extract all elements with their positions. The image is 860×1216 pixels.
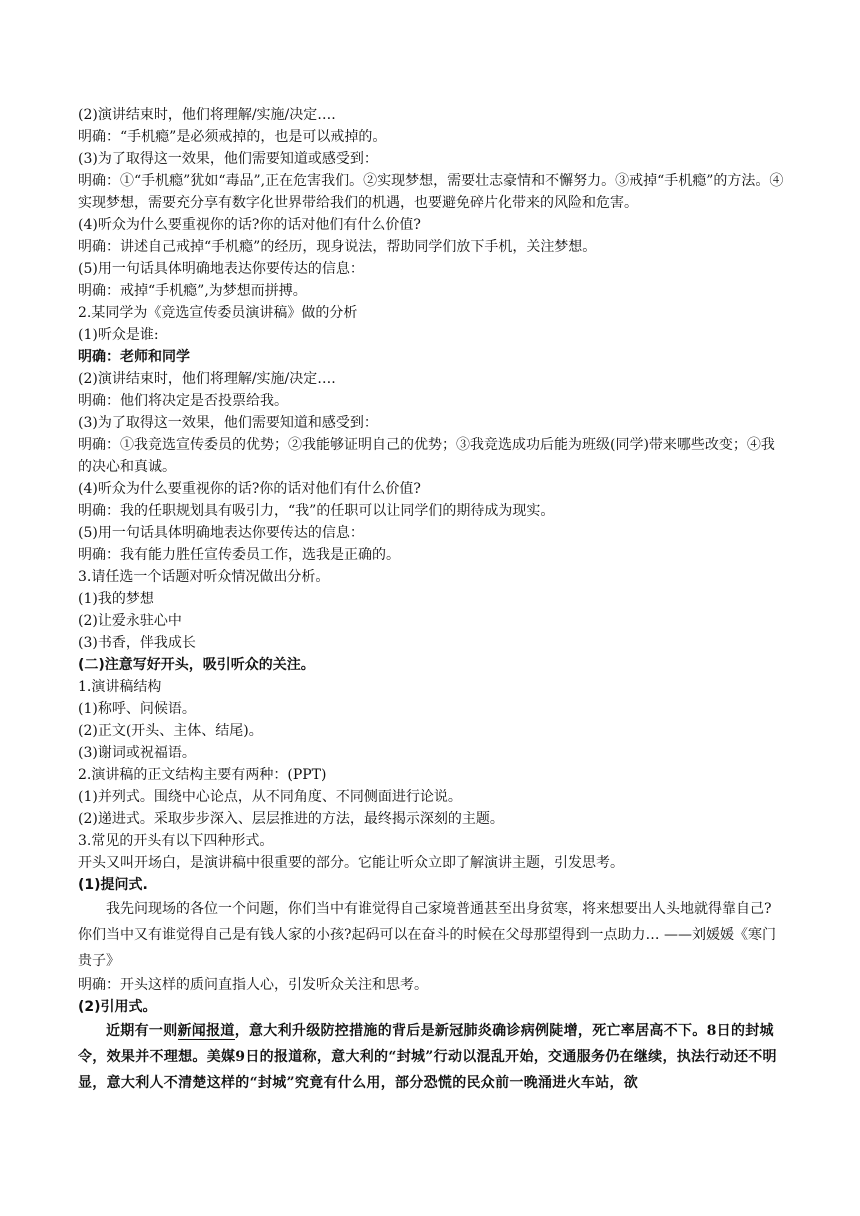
- quote-lead: 近期有一则: [106, 1023, 178, 1039]
- topic-item: (1)我的梦想: [78, 591, 154, 607]
- question-line: (4)听众为什么要重视你的话?你的话对他们有什么价值?: [78, 481, 421, 497]
- answer-line: 明确：我的任职规划具有吸引力，“我”的任职可以让同学们的期待成为现实。: [78, 503, 555, 519]
- answer-line: 明确：讲述自己戒掉“手机瘾”的经历，现身说法，帮助同学们放下手机，关注梦想。: [78, 239, 597, 255]
- question-line: (2)演讲结束时，他们将理解/实施/决定….: [78, 107, 336, 123]
- section-heading: 1.演讲稿结构: [78, 679, 162, 695]
- document-body: [78, 104, 784, 1096]
- question-line: (4)听众为什么要重视你的话?你的话对他们有什么价值?: [78, 217, 421, 233]
- list-item: (2)正文(开头、主体、结尾)。: [78, 723, 263, 739]
- answer-line: 明确：他们将决定是否投票给我。: [78, 393, 288, 409]
- topic-item: (3)书香，伴我成长: [78, 635, 196, 651]
- list-item: (1)并列式。围绕中心论点，从不同角度、不同侧面进行论说。: [78, 789, 462, 805]
- subsection-heading: (2)引用式。: [78, 999, 157, 1015]
- answer-line: 明确：我有能力胜任宣传委员工作，选我是正确的。: [78, 547, 400, 563]
- list-item: (2)递进式。采取步步深入、层层推进的方法，最终揭示深刻的主题。: [78, 811, 504, 827]
- subsection-heading: (1)提问式.: [78, 877, 148, 893]
- quote-rest: ，意大利升级防控措施的背后是新冠肺炎确诊病例陡增，死亡率居高不下。8日的封城令，效果并不理想。美媒9日的报道称，意大利的“封城”行动以混乱开始，交通服务仍在继续，执法行动还不明显，意大利人不清楚这样的“封城”究竟有什么用，部分恐慌的民众前一晚涌进火车站，欲: [78, 1023, 777, 1091]
- question-line: (2)演讲结束时，他们将理解/实施/决定….: [78, 371, 336, 387]
- section-heading: 3.请任选一个话题对听众情况做出分析。: [78, 569, 330, 585]
- list-item: (3)谢词或祝福语。: [78, 745, 196, 761]
- question-line: (5)用一句话具体明确地表达你要传达的信息：: [78, 525, 364, 541]
- answer-line: 明确：开头这样的质问直指人心，引发听众关注和思考。: [78, 977, 428, 993]
- section-heading: 2.某同学为《竞选宣传委员演讲稿》做的分析: [78, 305, 358, 321]
- chapter-heading: (二)注意写好开头，吸引听众的关注。: [78, 657, 315, 673]
- example-paragraph: 我先问现场的各位一个问题，你们当中有谁觉得自己家境普通甚至出身贫寒，将来想要出人头地就得靠自己?你们当中又有谁觉得自己是有钱人家的小孩?起码可以在奋斗的时候在父母那望得到一点助力… ——刘媛媛《寒门贵子》: [78, 901, 776, 969]
- intro-line: 开头又叫开场白，是演讲稿中很重要的部分。它能让听众立即了解演讲主题，引发思考。: [78, 855, 624, 871]
- question-line: (3)为了取得这一效果，他们需要知道或感受到：: [78, 151, 378, 167]
- answer-paragraph: 明确：①“手机瘾”犹如“毒品”,正在危害我们。②实现梦想，需要壮志豪情和不懈努力。③戒掉“手机瘾”的方法。④实现梦想，需要充分享有数字化世界带给我们的机遇，也要避免碎片化带来的风险和危害。: [78, 173, 784, 211]
- quote-paragraph: [78, 1018, 784, 1096]
- answer-paragraph: 明确：①我竞选宣传委员的优势；②我能够证明自己的优势；③我竞选成功后能为班级(同学)带来哪些改变；④我的决心和真诚。: [78, 437, 775, 475]
- section-heading: 2.演讲稿的正文结构主要有两种：(PPT): [78, 767, 327, 783]
- quote-underlined: 新闻报道: [177, 1023, 235, 1039]
- question-line: (1)听众是谁:: [78, 327, 159, 343]
- answer-line-bold: 明确：老师和同学: [78, 349, 190, 365]
- topic-item: (2)让爱永驻心中: [78, 613, 182, 629]
- answer-line: 明确：“手机瘾”是必须戒掉的，也是可以戒掉的。: [78, 129, 387, 145]
- question-line: (5)用一句话具体明确地表达你要传达的信息：: [78, 261, 364, 277]
- question-line: (3)为了取得这一效果，他们需要知道和感受到：: [78, 415, 378, 431]
- section-heading: 3.常见的开头有以下四种形式。: [78, 833, 274, 849]
- list-item: (1)称呼、问候语。: [78, 701, 196, 717]
- answer-line: 明确：戒掉“手机瘾”,为梦想而拼搏。: [78, 283, 307, 299]
